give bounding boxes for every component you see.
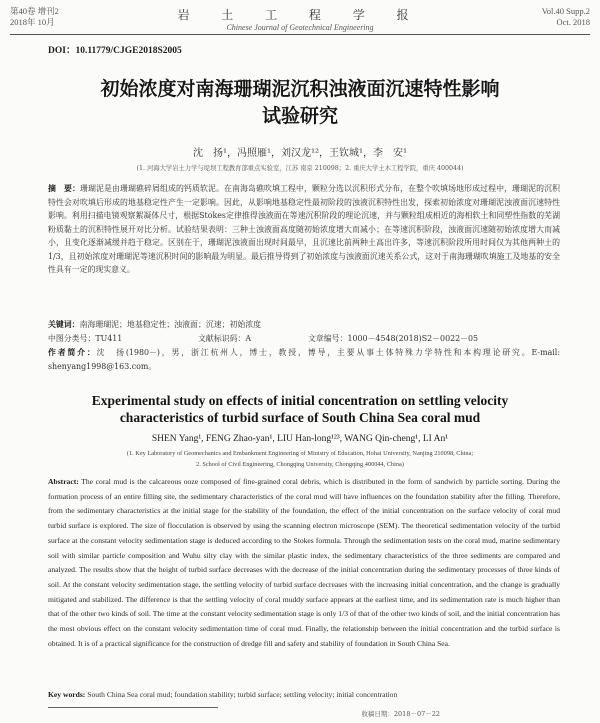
header-center bbox=[10, 6, 590, 32]
abstract-zh-label: 摘 要： bbox=[48, 184, 81, 193]
abstract-en bbox=[48, 475, 560, 685]
abstract-zh-text: 珊瑚泥是由珊瑚礁碎屑组成的钙质软泥。在南海岛礁吹填工程中，颗粒分选以沉积形式分布，在整个吹填场地形成过程中，珊瑚泥的沉积特性会对吹填后形成的地基稳定性产生一定影响。因此，从影响地基稳定性最初阶段的浊液沉积特性出发，探索初始浓度对珊瑚泥浊液面沉速特性影响。利用扫描电镜观察絮凝体尺寸，根据Stokes定律推得浊液面在等速沉积阶段的理论沉速，并与颗粒组成相近的海相软土和同塑性指数的芜湖粉质黏土的沉积特性展开对比分析。试验结果表明：三种土浊液面高度随初始浓度增大而减小；在等速沉积阶段，浊液面沉速随初始浓度增大而减小，且变化逐渐减缓并趋于稳定。区别在于，珊瑚泥浊液面出现时间最早，且沉速比前两种土高出许多，等速沉积阶段所用时间仅为其他两种土的1/3，且初始浓度对珊瑚泥等速沉积时间的影响最为明显。最后推导得到了初始浓度与浊液面沉速关系公式，这对于南海珊瑚吹填施工及地基的安全性具有一定的现实意义。 bbox=[48, 184, 560, 274]
title-zh bbox=[40, 76, 560, 130]
title-en-line-1: Experimental study on effects of initial concentration on settling velocity bbox=[91, 393, 509, 408]
journal-name-en: Chinese Journal of Geotechnical Engineering bbox=[226, 23, 374, 32]
author-bio-label: 作者简介： bbox=[48, 348, 97, 357]
received-date: 收稿日期：2018－07－22 bbox=[361, 710, 440, 718]
affiliation-en-2: 2. School of Civil Engineering, Chongqing University, Chongqing 400044, China) bbox=[196, 461, 404, 468]
title-zh-line-2: 试验研究 bbox=[261, 105, 338, 127]
volume-en: Vol.40 Supp.2 bbox=[541, 6, 590, 16]
keywords-zh-label: 关键词： bbox=[48, 320, 80, 329]
affiliations-zh: (1. 河海大学岩土力学与堤坝工程教育部重点实验室，江苏 南京 210098；2. 重庆大学土木工程学院，重庆 400044) bbox=[136, 165, 464, 172]
clc-number: 中图分类号：TU411 bbox=[48, 334, 123, 343]
doi: DOI：10.11779/CJGE2018S2005 bbox=[48, 46, 182, 56]
keywords-zh bbox=[48, 318, 560, 332]
affiliation-en-1: (1. Key Laboratory of Geomechanics and Embankment Engineering of Ministry of Education, Hohai University, Nanjing 210098, China; bbox=[126, 450, 474, 457]
title-en-line-2: characteristics of turbid surface of South China Sea coral mud bbox=[119, 410, 481, 425]
abstract-zh bbox=[48, 182, 560, 318]
footnote-rule bbox=[48, 707, 218, 708]
title-zh-line-1: 初始浓度对南海珊瑚泥沉积浊液面沉速特性影响 bbox=[100, 78, 500, 100]
abstract-en-text: The coral mud is the calcareous ooze composed of fine-grained coral debris, which is distributed in the form of sandwich by particle sorting. During the formation process of an entire filling site, the sedimentary characteristics of the coral mud will have influences on the foundation stability after the filling. Therefore, from the sedimentary characteristics at the initial stage for the stability of the foundation, the effect of the initial concentration on the surface velocity of coral mud turbid surface is explored. The size of flocculation is observed by using the scanning electron microscope (SEM). The theoretical sedimentation velocity of the turbid surface at the constant velocity sedimentation stage is deduced according to the Stokes formula. Through the sedimentation tests on the coral mud, marine sedimentary soil with similar particle composition and Wuhu silty clay with the similar plastic index, the sedimentary characteristics of the three sediments are compared and analyzed. The results show that the height of turbid surface decreases with the decrease of the initial concentration during the sedimentary processes of three kinds of soil. At the constant velocity sedimentation stage, the settling velocity of turbid surface decreases with the increasing initial concentration, and the change is gradually mitigated and stabilized. The difference is that the settling velocity of coral muddy surface appears at the earliest time, and its sedimentation rate is much higher than that of the other two kinds of soil. The time at the constant velocity sedimentation stage is only 1/3 of that of the other two kinds of soil, and the initial concentration has the most obvious effect on the constant velocity sedimentation time of coral mud. Finally, the relationship between the initial concentration and the turbid surface is obtained. It is of a practical significance for the construction of dredge fill and safety and stability of foundation in South China Sea. bbox=[48, 477, 560, 648]
header-right bbox=[542, 6, 590, 28]
authors-zh: 沈 扬¹，冯照雁¹，刘汉龙¹²，王钦城¹，李 安¹ bbox=[192, 148, 408, 159]
document-code: 文献标识码：A bbox=[198, 334, 252, 343]
keywords-en bbox=[48, 688, 560, 702]
year-zh: 2018年 10月 bbox=[10, 17, 55, 27]
journal-name-zh: 岩 土 工 程 学 报 bbox=[177, 8, 423, 22]
author-bio bbox=[48, 346, 560, 374]
header-rule bbox=[10, 34, 590, 35]
keywords-zh-text: 南海珊瑚泥；地基稳定性；浊液面；沉速；初始浓度 bbox=[79, 320, 262, 329]
keywords-en-text: South China Sea coral mud; foundation stability; turbid surface; settling velocity; initial concentration bbox=[87, 690, 398, 699]
keywords-en-label: Key words: bbox=[48, 690, 86, 699]
abstract-en-label: Abstract: bbox=[48, 477, 79, 486]
classification-line bbox=[48, 332, 560, 346]
article-number: 文章编号：1000－4548(2018)S2－0022－05 bbox=[308, 334, 479, 343]
volume-zh: 第40卷 增刊2 bbox=[10, 6, 59, 16]
title-en bbox=[60, 392, 540, 426]
authors-en: SHEN Yang¹, FENG Zhao-yan¹, LIU Han-long¹²³, WANG Qin-cheng¹, LI An¹ bbox=[151, 434, 449, 444]
date-en: Oct. 2018 bbox=[556, 17, 590, 27]
author-bio-text: 沈 扬(1980－)，男，浙江杭州人，博士，教授，博导，主要从事土体特殊力学特性和本构理论研究。E-mail: shenyang1998@163.com。 bbox=[48, 348, 560, 371]
running-header bbox=[10, 6, 590, 34]
